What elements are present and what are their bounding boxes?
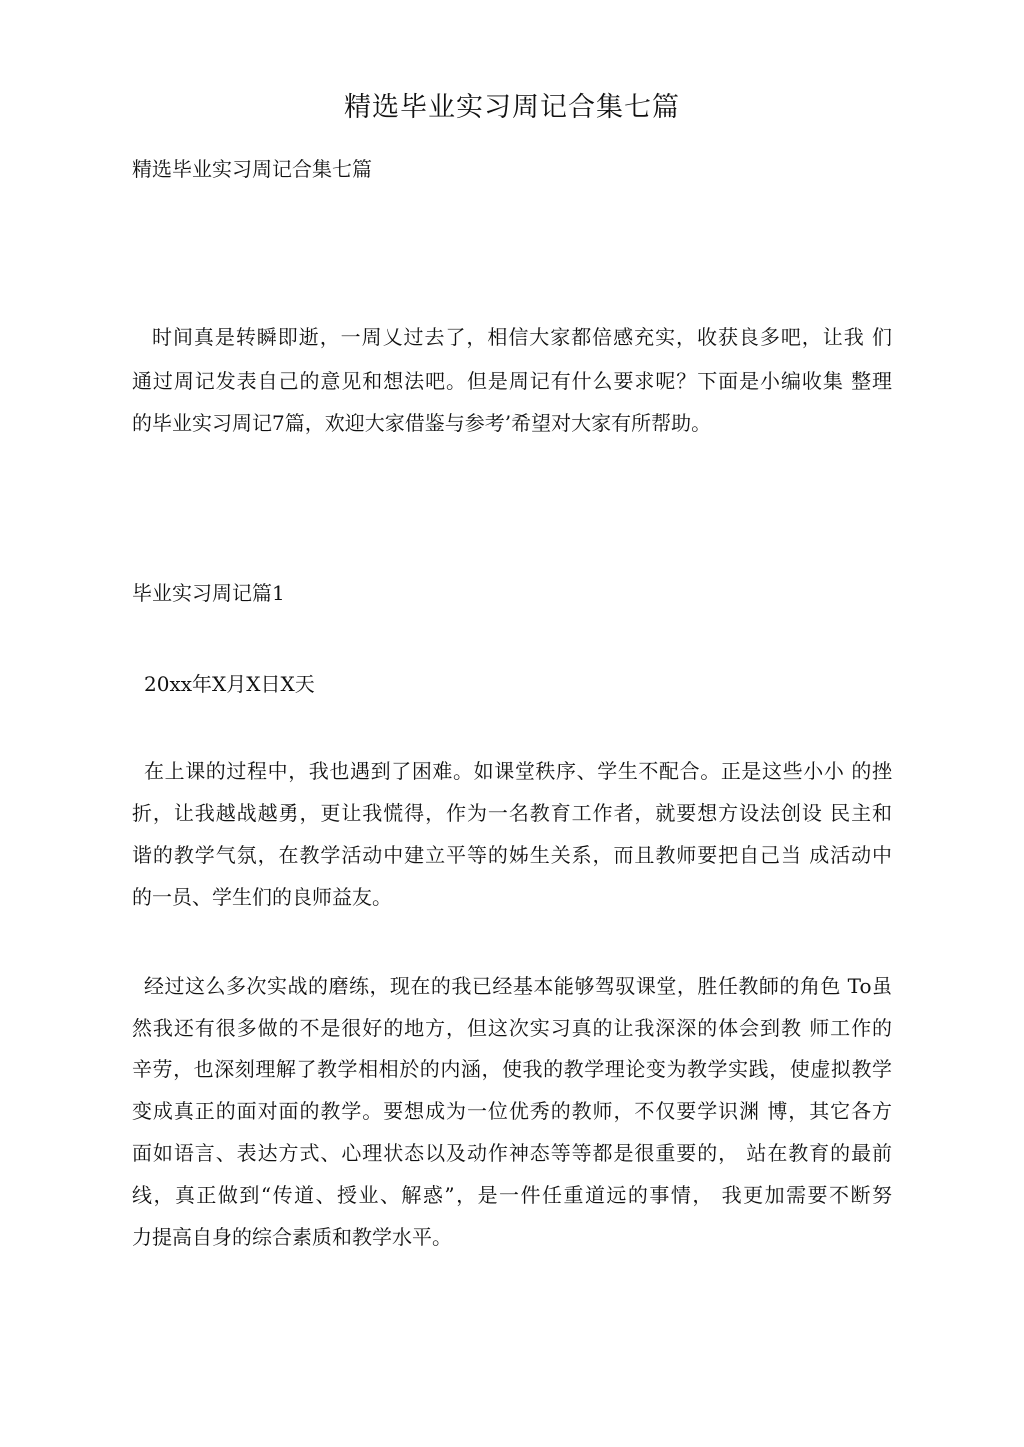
- section-heading: 毕业实习周记篇1: [132, 581, 285, 605]
- intro-line: 的毕业实习周记7篇，欢迎大家借鉴与参考’希望对大家有所帮助。: [132, 411, 712, 435]
- paragraph-line: 谐的教学气氛，在教学活动中建立平等的姊生关系，而且教师要把自己当 成活动中: [132, 843, 892, 867]
- date-line: 20xx年X月X日X天: [144, 672, 315, 696]
- paragraph-line: 折，让我越战越勇，更让我慌得，作为一名教育工作者，就要想方设法创设 民主和: [132, 801, 892, 825]
- document-title: 精选毕业实习周记合集七篇: [344, 92, 680, 123]
- document-subtitle: 精选毕业实习周记合集七篇: [132, 157, 372, 181]
- intro-line: 通过周记发表自己的意见和想法吧。但是周记有什么要求呢？下面是小编收集 整理: [132, 369, 892, 393]
- paragraph-line: 线，真正做到“传道、授业、解惑”，是一件任重道远的事情， 我更加需要不断努: [132, 1183, 892, 1207]
- paragraph-line: 在上课的过程中，我也遇到了困难。如课堂秩序、学生不配合。正是这些小小 的挫: [144, 759, 892, 783]
- paragraph-line: 力提高自身的综合素质和教学水平。: [132, 1225, 452, 1249]
- intro-line: 时间真是转瞬即逝，一周乂过去了，相信大家都倍感充实，收获良多吧，让我 们: [152, 325, 892, 349]
- paragraph-line: 辛劳，也深刻理解了教学相相於的内涵，使我的教学理论变为教学实践，使虚拟教学: [132, 1057, 892, 1081]
- paragraph-line: 然我还有很多做的不是很好的地方，但这次实习真的让我深深的体会到教 师工作的: [132, 1016, 892, 1040]
- paragraph-line: 变成真正的面对面的教学。要想成为一位优秀的教师，不仅要学识渊 博，其它各方: [132, 1099, 892, 1123]
- paragraph-line: 的一员、学生们的良师益友。: [132, 885, 392, 909]
- paragraph-line: 面如语言、表达方式、心理状态以及动作神态等等都是很重要的， 站在教育的最前: [132, 1141, 892, 1165]
- paragraph-line: 经过这么多次实战的磨练，现在的我已经基本能够驾驭课堂，胜任教師的角色 To虽: [144, 974, 892, 998]
